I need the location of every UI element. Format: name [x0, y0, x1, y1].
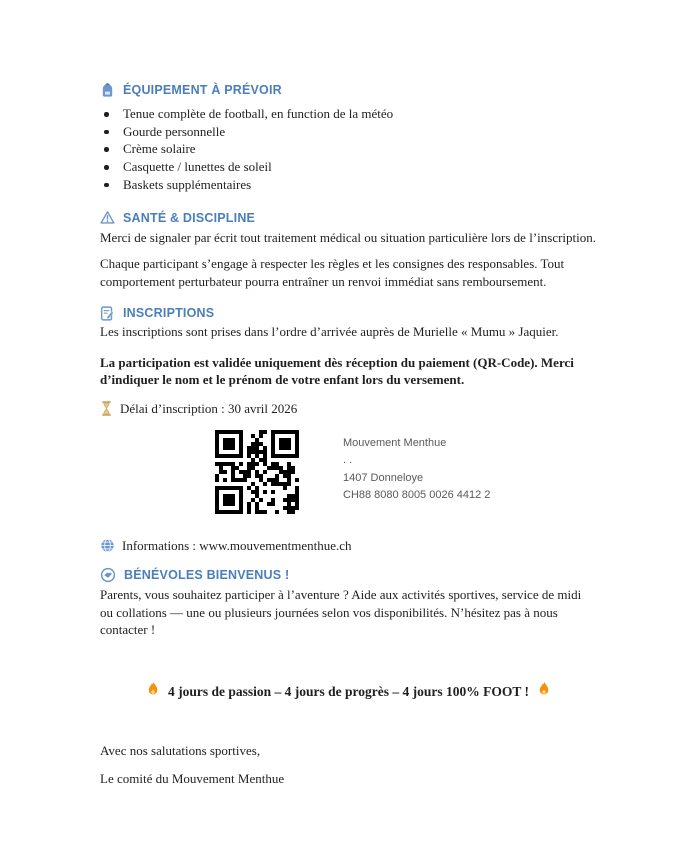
globe-icon [100, 538, 115, 553]
section-heading-inscriptions [100, 305, 597, 321]
list-item: Crème solaire [100, 140, 597, 158]
equipment-list [100, 105, 597, 194]
payment-block [215, 430, 597, 514]
list-item: Gourde personnelle [100, 123, 597, 141]
handshake-icon [100, 567, 116, 583]
health-paragraph: Chaque participant s’engage à respecter les règles et les consignes des responsables. Tout comportement perturbateur pourra entraîner un renvoi immédiat sans remboursement. [100, 256, 565, 289]
qr-code [215, 430, 299, 514]
backpack-icon [100, 82, 115, 98]
payee-iban: CH88 8080 8005 0026 4412 2 [343, 489, 491, 502]
slogan-text: 4 jours de passion – 4 jours de progrès – 4 jours 100% FOOT ! [167, 683, 530, 699]
flame-icon [147, 681, 159, 702]
document-page [100, 0, 597, 788]
section-title: SANTÉ & DISCIPLINE [123, 210, 256, 225]
informations-text: Informations : www.mouvementmenthue.ch [122, 537, 352, 553]
payment-details [343, 430, 490, 514]
closing-line: Avec nos salutations sportives, [100, 742, 261, 758]
slogan-line [100, 681, 597, 702]
hourglass-icon [100, 401, 113, 416]
warning-icon [100, 210, 115, 225]
list-item: Tenue complète de football, en function de la météo [100, 105, 597, 123]
section-heading-health [100, 210, 597, 226]
inscriptions-intro: Les inscriptions sont prises dans l’ordre d’arrivée auprès de Murielle « Mumu » Jaquier. [100, 324, 559, 340]
section-title: BÉNÉVOLES BIENVENUS ! [124, 568, 290, 583]
payment-note: La participation est validée uniquement dès réception du paiement (QR-Code). Merci d’indiquer le nom et le prénom de votre enfant lors du versement. [100, 354, 574, 388]
deadline-text: Délai d’inscription : 30 avril 2026 [120, 401, 298, 417]
list-item: Baskets supplémentaires [100, 176, 597, 194]
payee-city: 1407 Donneloye [343, 471, 424, 484]
section-heading-volunteers [100, 567, 597, 583]
payee-name: Mouvement Menthue [343, 436, 447, 449]
payee-line2: . . [343, 454, 353, 467]
memo-icon [100, 306, 115, 321]
closing-line: Le comité du Mouvement Menthue [100, 771, 285, 787]
section-title: ÉQUIPEMENT À PRÉVOIR [123, 83, 282, 97]
section-title: INSCRIPTIONS [123, 306, 215, 321]
section-heading-equipment [100, 82, 597, 98]
volunteers-paragraph: Parents, vous souhaitez participer à l’aventure ? Aide aux activités sportives, service de midi ou collations — une ou plusieurs journées selon vos disponibilités. N’hésitez pas à nous contacter ! [100, 587, 582, 638]
list-item: Casquette / lunettes de soleil [100, 158, 597, 176]
informations-row [100, 537, 597, 555]
flame-icon [538, 681, 550, 702]
deadline-row [100, 400, 597, 418]
health-paragraph: Merci de signaler par écrit tout traitement médical ou situation particulière lors de l’inscription. [100, 229, 596, 245]
